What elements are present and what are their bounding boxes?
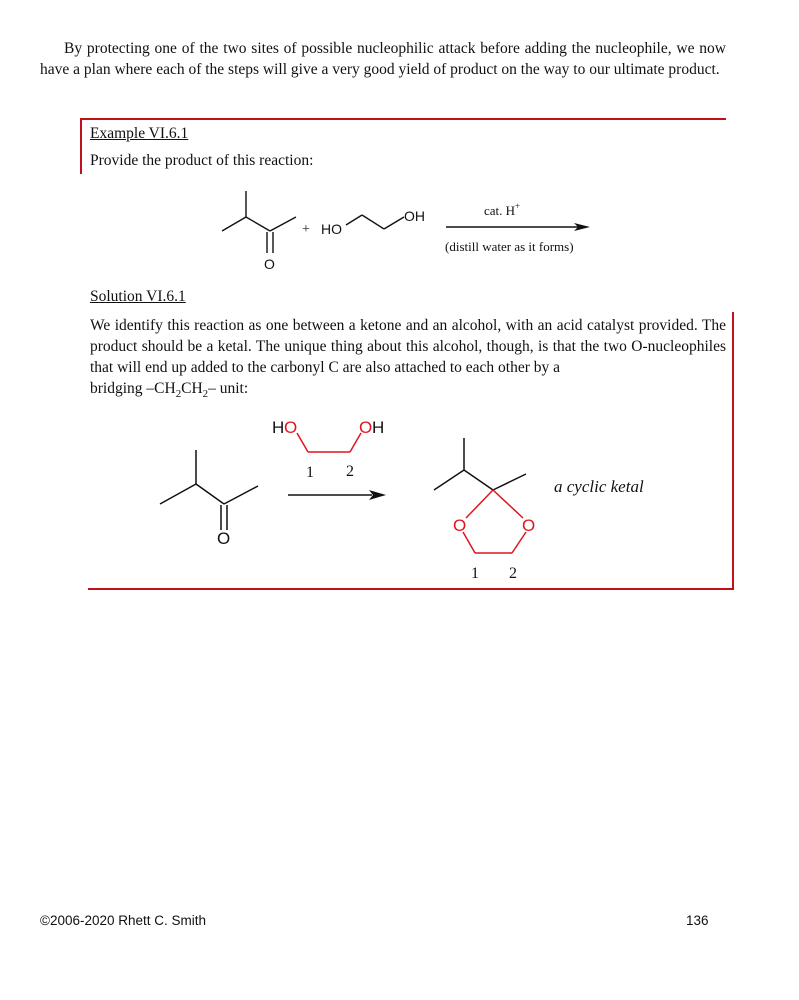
diol-h-left: H: [272, 418, 285, 437]
ketone-oxygen-label: O: [264, 256, 275, 272]
diol-h-right: H: [372, 418, 385, 437]
product-caption: a cyclic ketal: [554, 477, 644, 496]
diol-red-chain: [297, 433, 361, 452]
diol-o-left: O: [284, 418, 298, 437]
plus-sign: +: [302, 222, 310, 237]
solution-ketone-oxygen: O: [217, 529, 231, 548]
solution-heading: Solution VI.6.1: [90, 288, 186, 305]
solution-ketone-structure: [160, 450, 258, 530]
footer-page-number: 136: [686, 913, 709, 928]
condition-distill: (distill water as it forms): [445, 239, 574, 254]
solution-frame-bottom: [88, 588, 734, 590]
diol-ho-label: HO: [321, 221, 342, 237]
diol-structure: [346, 215, 404, 229]
example-frame-top: [80, 118, 726, 120]
ring-label-1: 1: [471, 565, 479, 582]
solution-text-end: bridging $-CH_2CH_2-$ unit:: [90, 380, 249, 401]
ring-oxygen-right: O: [522, 516, 536, 535]
solution-reaction-scheme: [0, 408, 799, 588]
diol-label-2: 2: [346, 463, 354, 480]
example-heading: Example VI.6.1: [90, 125, 189, 142]
diol-oh-label: OH: [404, 208, 425, 224]
intro-paragraph: [40, 38, 726, 80]
ketone-structure: [222, 191, 296, 253]
example-frame-left: [80, 118, 82, 174]
solution-body: [90, 315, 726, 399]
solution-text-main: We identify this reaction as one between a ketone and an alcohol, with an acid catalyst provided. The product should be a ketal. The unique thing about this alcohol, though, is that the two O-nucleophiles that will end up added to the carbonyl C are also attached to each other by a: [90, 317, 726, 376]
ring-oxygen-left: O: [453, 516, 467, 535]
ketal-skeleton: [434, 438, 526, 490]
ring-label-2: 2: [509, 565, 517, 582]
diol-o-right: O: [359, 418, 373, 437]
diol-label-1: 1: [306, 464, 314, 481]
condition-catalyst: cat. H+: [484, 201, 521, 218]
example-prompt: Provide the product of this reaction:: [90, 152, 314, 169]
ketal-red-ring: [463, 490, 526, 553]
footer-copyright: ©2006-2020 Rhett C. Smith: [40, 913, 207, 928]
intro-text: By protecting one of the two sites of possible nucleophilic attack before adding the nucleophile, we now have a plan where each of the steps will give a very good yield of product on the way to our ultimate product.: [40, 40, 726, 78]
example-reaction-scheme: [0, 175, 799, 295]
